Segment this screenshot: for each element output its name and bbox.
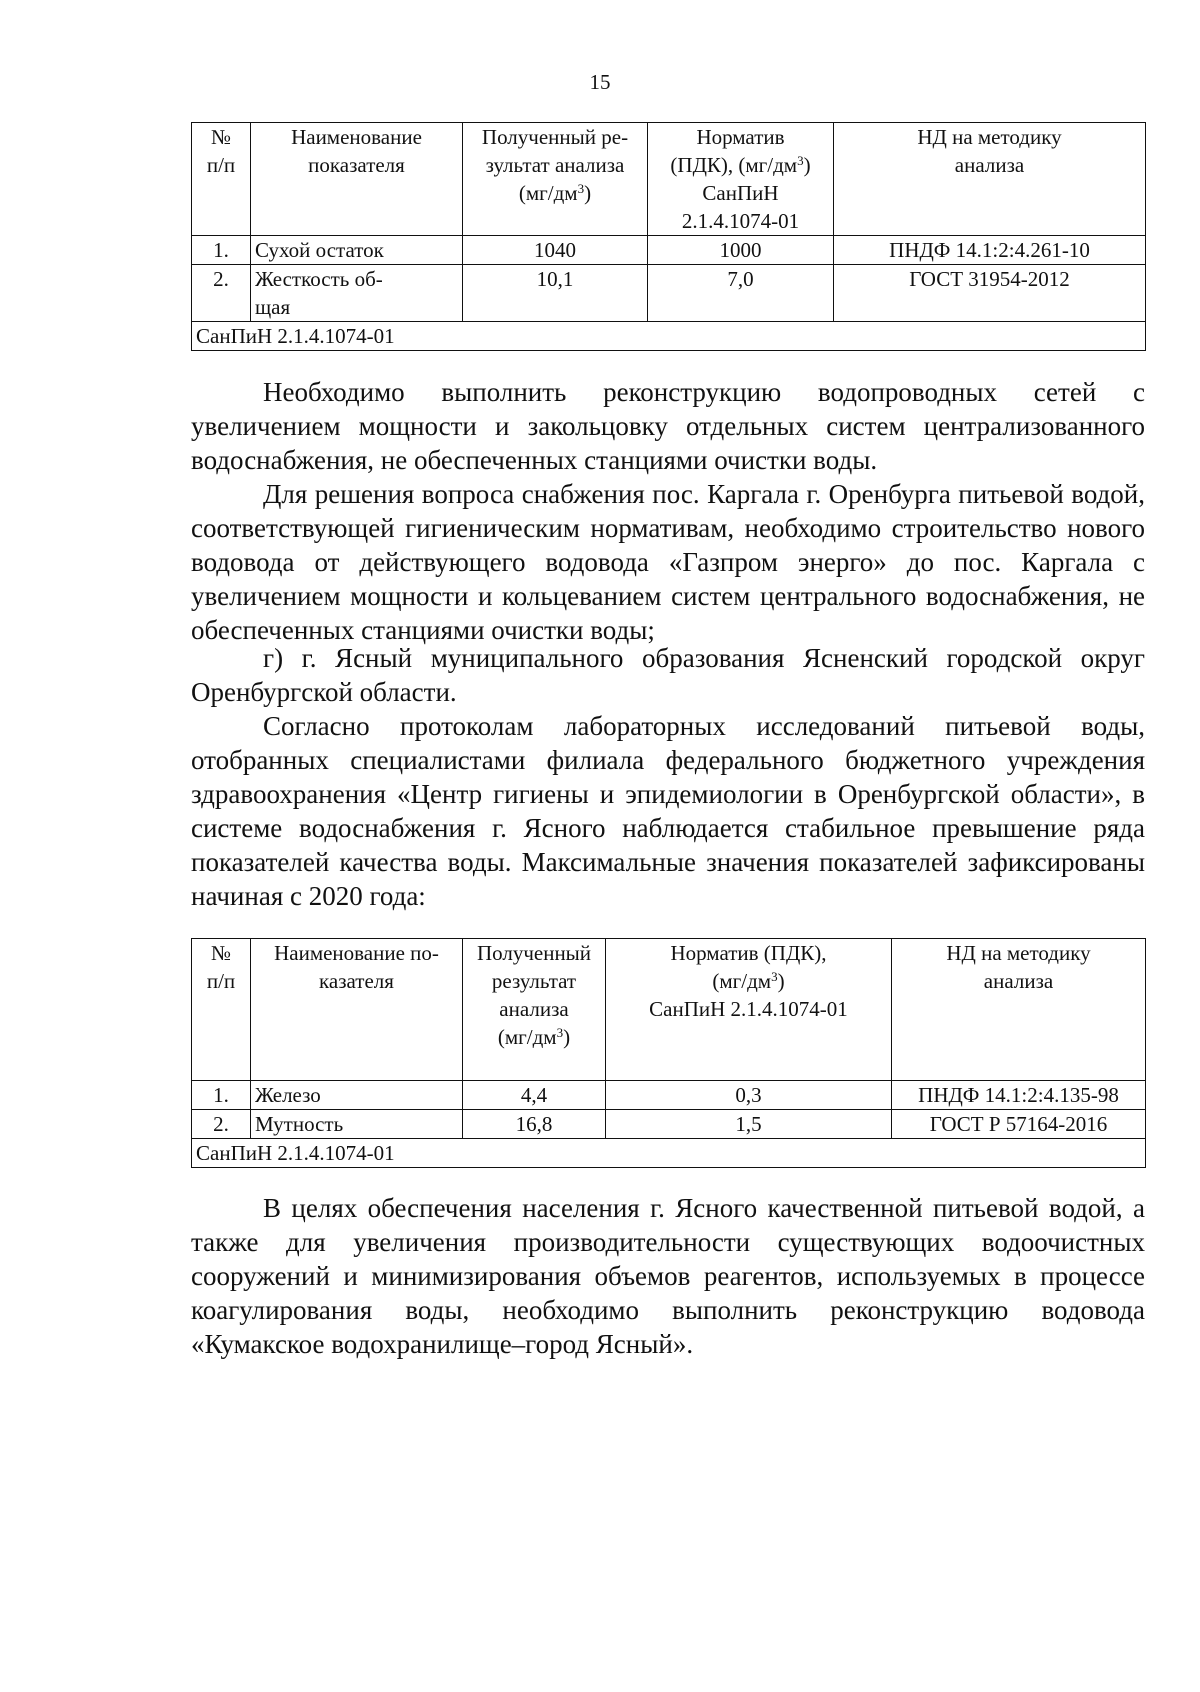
water-quality-table-1 [191,122,1146,351]
paragraph-1: Необходимо выполнить реконструкцию водопроводных сетей с увеличением мощности и закольцовку отдельных систем централизованного водоснабжения, не обеспеченных станциями очистки воды. [191,377,1145,475]
row-name: Железо [251,1081,463,1110]
row-num: 1. [192,236,251,265]
header-method: НД на методику анализа [834,123,1146,236]
table-header-row [192,123,1146,236]
row-name: Жесткость об-щая [251,265,463,322]
row-name: Сухой остаток [251,236,463,265]
header-num: № п/п [192,123,251,236]
row-norm: 1,5 [606,1110,892,1139]
row-norm: 0,3 [606,1081,892,1110]
paragraph-2: Для решения вопроса снабжения пос. Каргала г. Оренбурга питьевой водой, соответствующей гигиеническим нормативам, необходимо строительство нового водовода от действующего водовода «Газпром энерго» до пос. Каргала с увеличением мощности и кольцеванием систем центрального водоснабжения, не обеспеченных станциями очистки воды; [191,479,1145,645]
row-result: 4,4 [463,1081,606,1110]
table-row [192,265,1146,322]
row-method: ПНДФ 14.1:2:4.135-98 [892,1081,1146,1110]
table-row [192,1081,1146,1110]
table-row [192,1110,1146,1139]
paragraph-5: В целях обеспечения населения г. Ясного качественной питьевой водой, а также для увеличения производительности существующих водоочистных сооружений и минимизирования объемов реагентов, используемых в процессе коагулирования воды, необходимо выполнить реконструкцию водовода «Кумакское водохранилище–город Ясный». [191,1193,1145,1359]
row-result: 1040 [463,236,648,265]
header-num: № п/п [192,939,251,1081]
row-num: 2. [192,265,251,322]
table-header-row [192,939,1146,1081]
row-norm: 1000 [648,236,834,265]
table-footer: СанПиН 2.1.4.1074-01 [192,322,1146,351]
paragraph-4: Согласно протоколам лабораторных исследований питьевой воды, отобранных специалистами филиала федерального бюджетного учреждения здравоохранения «Центр гигиены и эпидемиологии в Оренбургской области», в системе водоснабжения г. Ясного наблюдается стабильное превышение ряда показателей качества воды. Максимальные значения показателей зафиксированы начиная с 2020 года: [191,711,1145,911]
header-method: НД на методику анализа [892,939,1146,1081]
row-result: 10,1 [463,265,648,322]
table-footer: СанПиН 2.1.4.1074-01 [192,1139,1146,1168]
row-name: Мутность [251,1110,463,1139]
header-result: Полученный ре- зультат анализа $(мг/дм^3)$ [463,123,648,236]
paragraph-3: г) г. Ясный муниципального образования Ясненский городской округ Оренбургской области. [191,643,1145,707]
header-name: Наименование по- казателя [251,939,463,1081]
row-method: ГОСТ Р 57164-2016 [892,1110,1146,1139]
water-quality-table-2 [191,938,1146,1168]
row-method: ГОСТ 31954-2012 [834,265,1146,322]
row-num: 2. [192,1110,251,1139]
row-norm: 7,0 [648,265,834,322]
row-method: ПНДФ 14.1:2:4.261-10 [834,236,1146,265]
table-row [192,236,1146,265]
header-norm: Норматив (ПДК), $(мг/дм^3)$ СанПиН 2.1.4.1074-01 [606,939,892,1081]
page-number: 15 [589,70,611,94]
row-result: 16,8 [463,1110,606,1139]
row-num: 1. [192,1081,251,1110]
header-result: Полученный результат анализа $(мг/дм^3)$ [463,939,606,1081]
table-footer-row [192,1139,1146,1168]
header-norm: Норматив (ПДК), $(мг/дм^3)$ СанПиН 2.1.4.1074-01 [648,123,834,236]
header-name: Наименование показателя [251,123,463,236]
table-footer-row [192,322,1146,351]
